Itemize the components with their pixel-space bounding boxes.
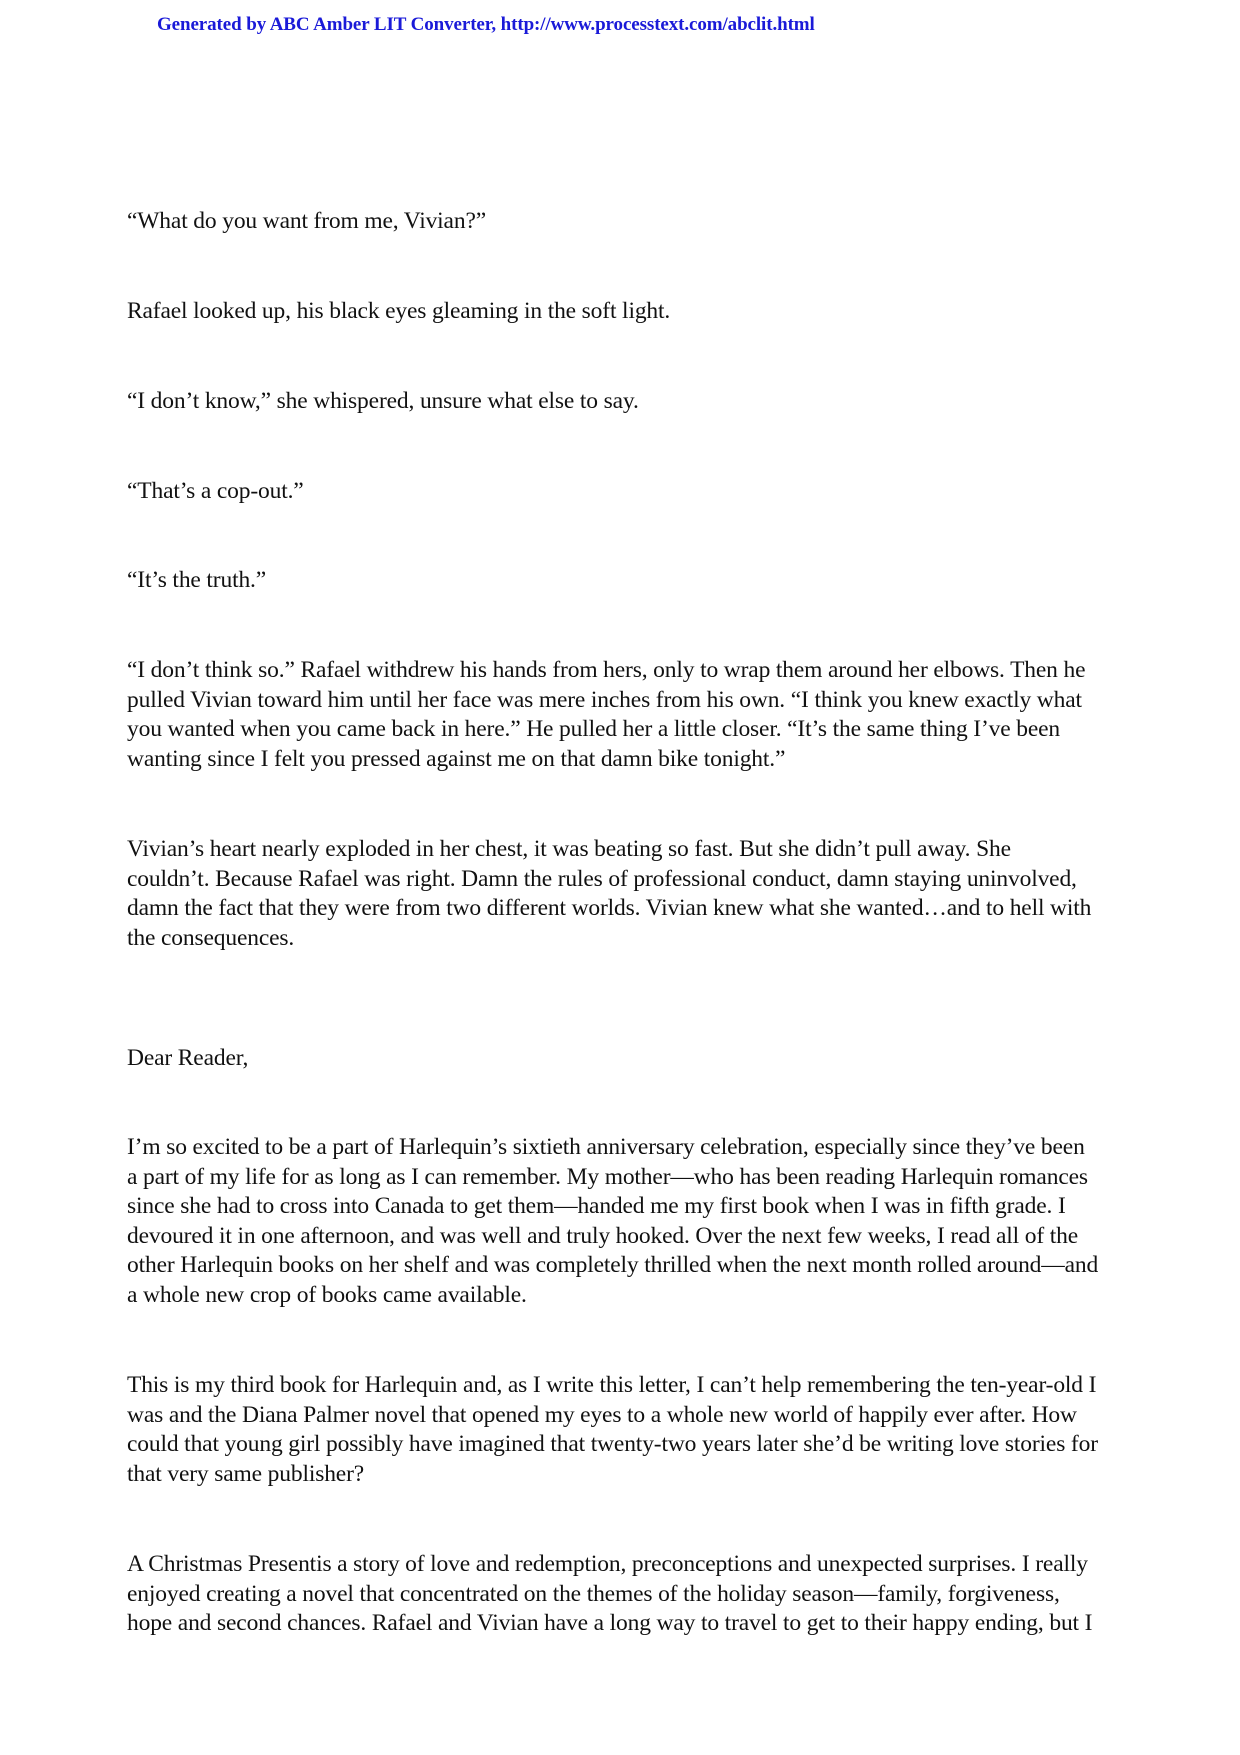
text-line: damn the fact that they were from two different worlds. Vivian knew what she wanted…and to hell with <box>127 895 1092 922</box>
text-line: wanting since I felt you pressed against me on that damn bike tonight.” <box>127 745 786 772</box>
text-line: Vivian’s heart nearly exploded in her chest, it was beating so fast. But she didn’t pull away. She <box>127 836 1011 862</box>
text-line: hope and second chances. Rafael and Vivian have a long way to travel to get to their happy ending, but I <box>127 1610 1093 1637</box>
text-line: A Christmas Presentis a story of love and redemption, preconceptions and unexpected surprises. I really <box>127 1551 1088 1577</box>
paragraph <box>127 1133 1098 1311</box>
paragraph <box>127 1371 1098 1489</box>
text-line: pulled Vivian toward him until her face was mere inches from his own. “I think you knew exactly what <box>127 686 1082 713</box>
text-line: Dear Reader, <box>127 1045 249 1071</box>
text-line: the consequences. <box>127 924 295 951</box>
paragraph <box>127 207 486 237</box>
converter-header: Generated by ABC Amber LIT Converter, http://www.processtext.com/abclit.html <box>157 14 815 35</box>
text-line: since she had to cross into Canada to get them—handed me my first book when I was in fifth grade. I <box>127 1193 1066 1220</box>
text-line: Rafael looked up, his black eyes gleaming in the soft light. <box>127 298 671 324</box>
text-line: other Harlequin books on her shelf and was completely thrilled when the next month rolled around—and <box>127 1252 1099 1279</box>
text-line: “What do you want from me, Vivian?” <box>127 208 487 234</box>
paragraph <box>127 297 670 327</box>
paragraph <box>127 477 304 507</box>
text-line: “I don’t think so.” Rafael withdrew his hands from hers, only to wrap them around her elbows. Then he <box>127 657 1086 683</box>
text-line: could that young girl possibly have imagined that twenty-two years later she’d be writing love stories for <box>127 1431 1098 1458</box>
text-line: was and the Diana Palmer novel that opened my eyes to a whole new world of happily ever after. How <box>127 1401 1077 1428</box>
paragraph <box>127 835 1091 953</box>
text-line: couldn’t. Because Rafael was right. Damn the rules of professional conduct, damn staying uninvolved, <box>127 865 1077 892</box>
text-line: “That’s a cop-out.” <box>127 478 304 504</box>
text-line: a part of my life for as long as I can remember. My mother—who has been reading Harlequin romances <box>127 1163 1088 1190</box>
text-line: devoured it in one afternoon, and was well and truly hooked. Over the next few weeks, I read all of the <box>127 1222 1078 1249</box>
paragraph <box>127 1550 1092 1639</box>
text-line: “It’s the truth.” <box>127 567 267 593</box>
text-line: “I don’t know,” she whispered, unsure what else to say. <box>127 388 639 414</box>
text-line: I’m so excited to be a part of Harlequin’s sixtieth anniversary celebration, especially since they’ve been <box>127 1134 1085 1160</box>
text-line: you wanted when you came back in here.” He pulled her a little closer. “It’s the same thing I’ve been <box>127 716 1060 743</box>
text-line: a whole new crop of books came available. <box>127 1281 527 1308</box>
paragraph <box>127 566 266 596</box>
text-line: enjoyed creating a novel that concentrated on the themes of the holiday season—family, forgiveness, <box>127 1580 1060 1607</box>
paragraph <box>127 387 639 417</box>
paragraph <box>127 1044 248 1074</box>
text-line: that very same publisher? <box>127 1460 365 1487</box>
paragraph <box>127 656 1085 774</box>
text-line: This is my third book for Harlequin and, as I write this letter, I can’t help remembering the ten-year-old I <box>127 1372 1097 1398</box>
